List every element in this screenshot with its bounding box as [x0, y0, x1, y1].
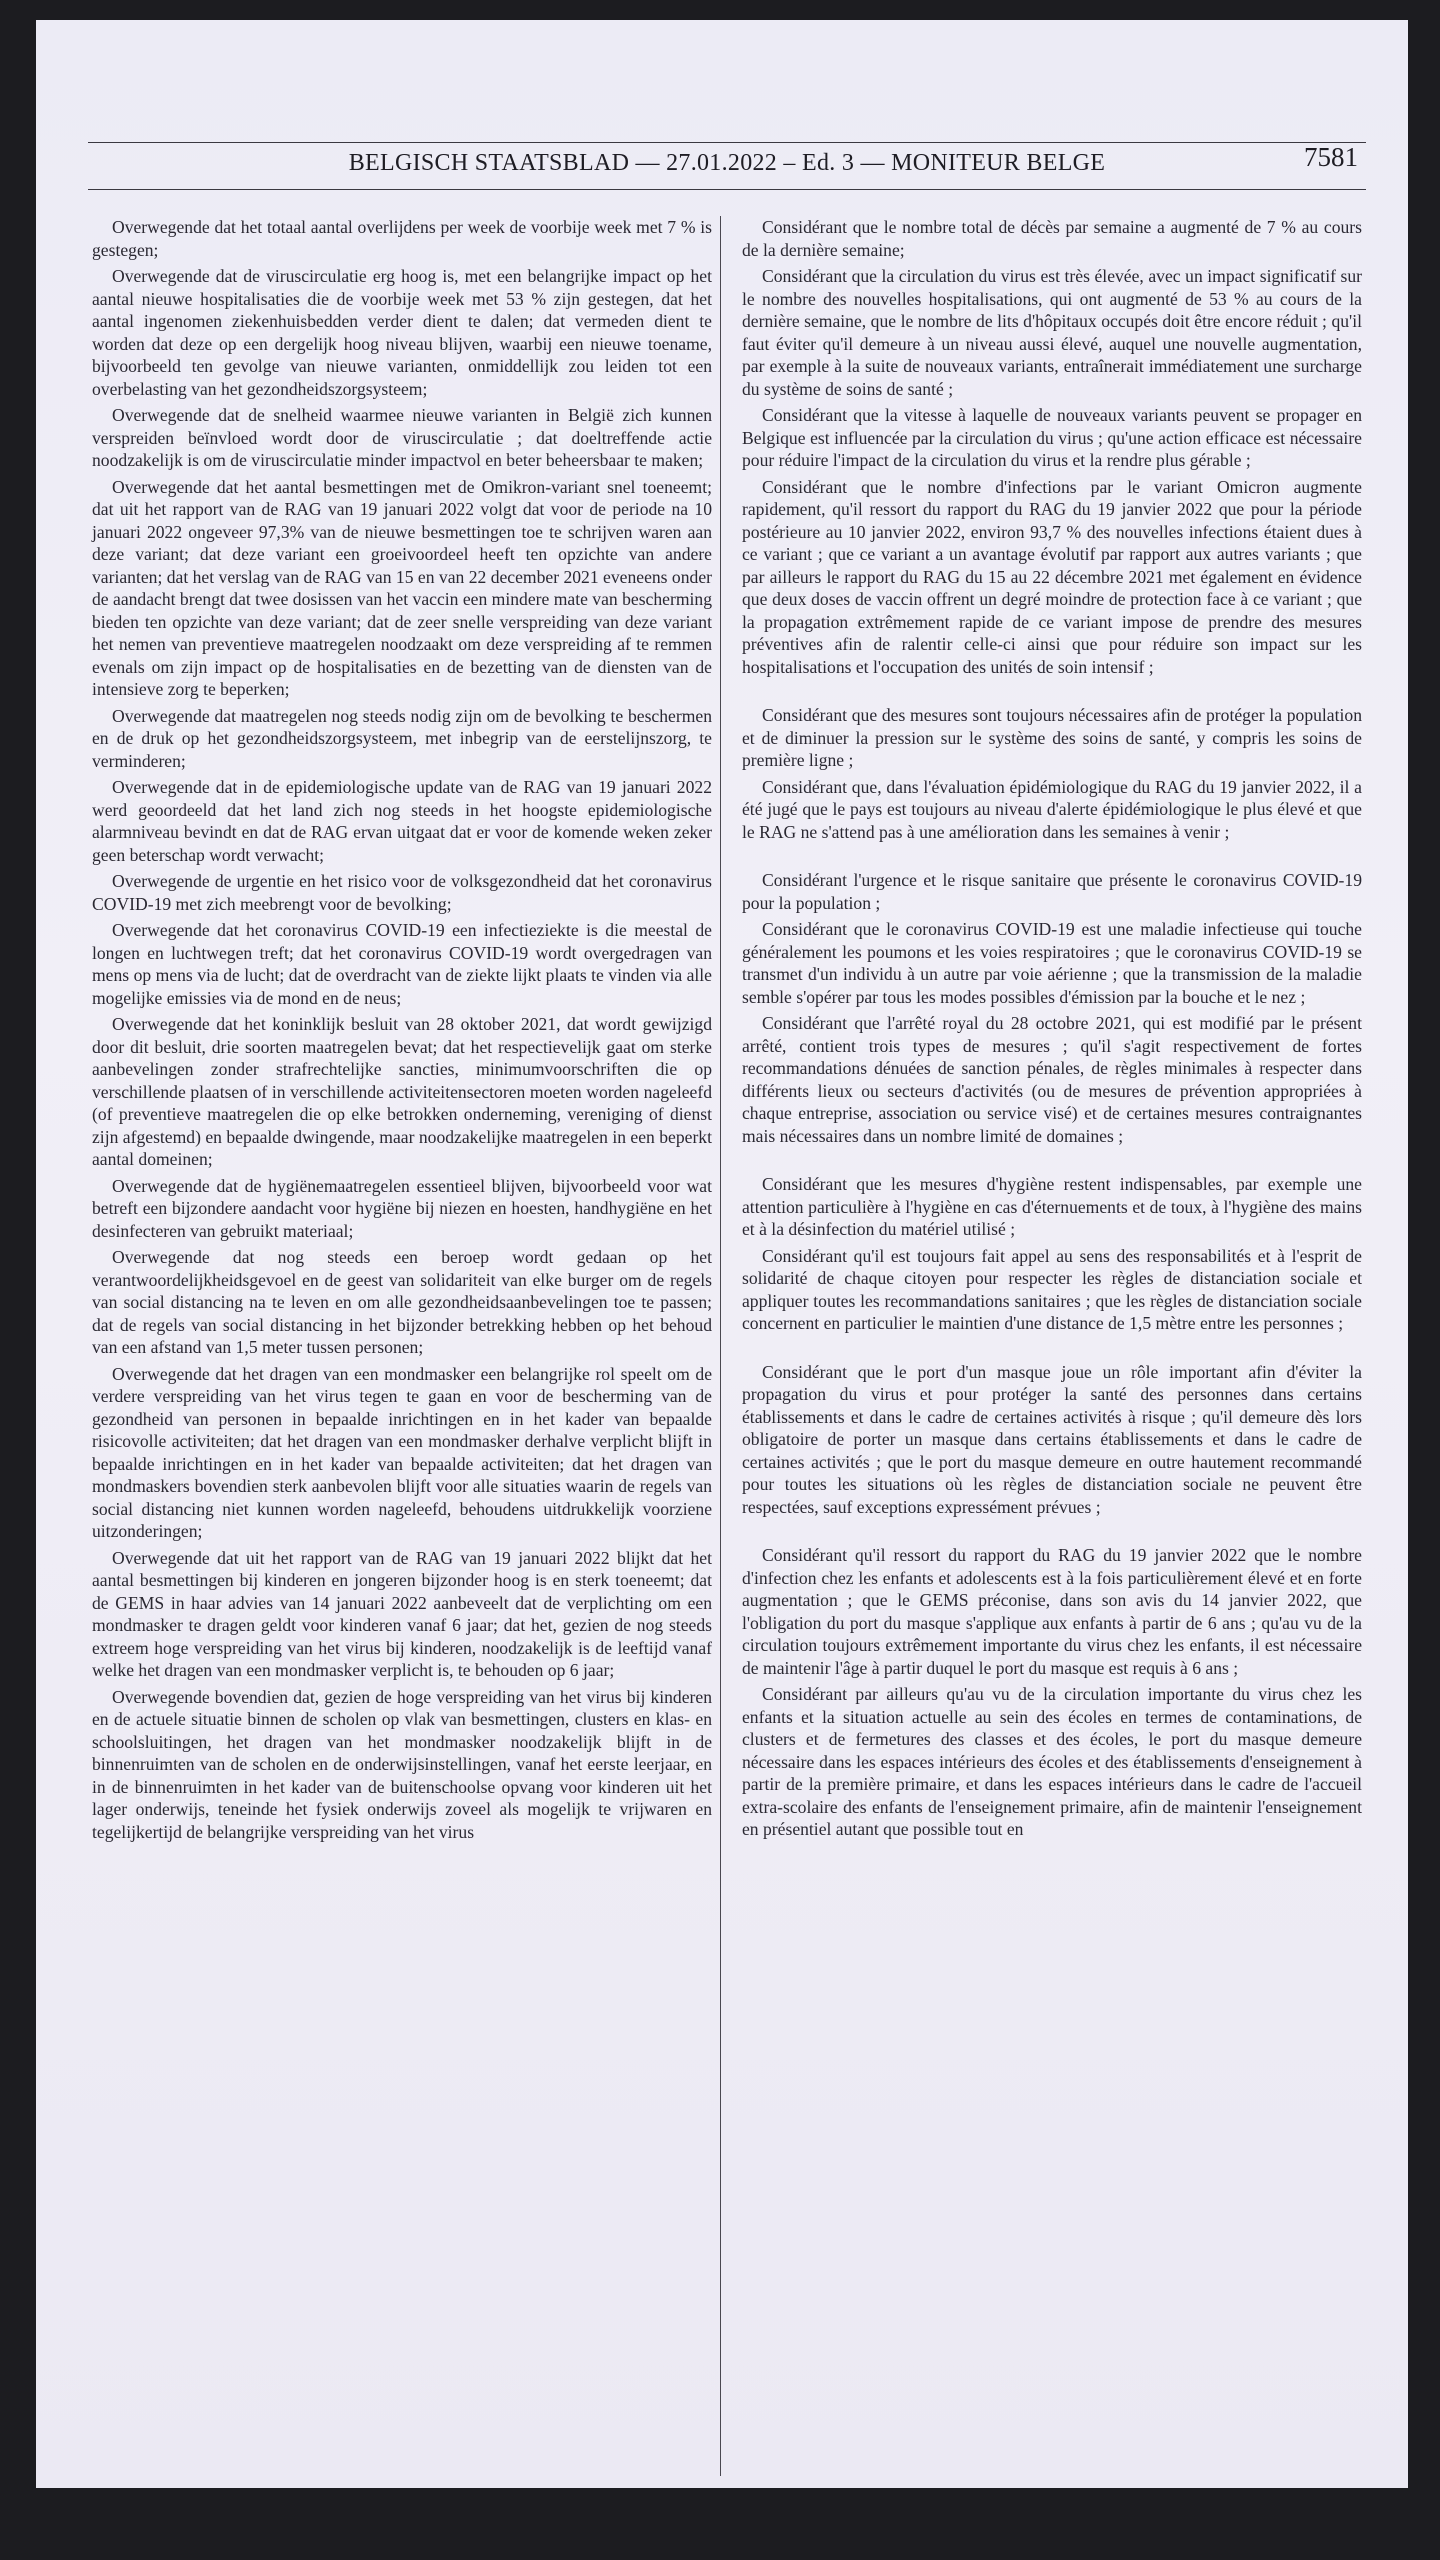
page-number: 7581 [1304, 142, 1358, 172]
fr-paragraph: Considérant que, dans l'évaluation épidémiologique du RAG du 19 janvier 2022, il a été jugé que le pays est toujours au niveau d'alerte épidémiologique le plus élevé et que le RAG ne s'attend pas à une amélioration dans les semaines à venir ; [742, 776, 1362, 842]
header-rule-bottom [88, 189, 1366, 190]
nl-paragraph: Overwegende dat het koninklijk besluit van 28 oktober 2021, dat wordt gewijzigd door dit besluit, drie soorten maatregelen bevat; dat het respectievelijk gaat om sterke aanbevelingen zonder strafrechtelijke sancties, minimumvoorschriften die op verschillende plaatsen of in verschillende activiteitensectoren moeten worden nageleefd (of preventieve maatregelen die op elke betrokken onderneming, vereniging of dienst zijn afgestemd) en bepaalde dwingende, maar noodzakelijke maatregelen in een beperkt aantal domeinen; [92, 1014, 712, 1169]
fr-paragraph: Considérant qu'il est toujours fait appel au sens des responsabilités et à l'esprit de solidarité de chaque citoyen pour respecter les règles de distanciation sociale et appliquer toutes les recommandations sanitaires ; que les règles de distanciation sociale concernent en particulier le maintien d'une distance de 1,5 mètre entre les personnes ; [742, 1245, 1362, 1333]
nl-paragraph: Overwegende dat het aantal besmettingen met de Omikron-variant snel toeneemt; dat uit het rapport van de RAG van 19 januari 2022 volgt dat voor de periode na 10 januari 2022 ongeveer 97,3% van de nieuwe besmettingen toe te schrijven waren aan deze variant; dat deze variant een groeivoordeel heeft ten opzichte van andere varianten; dat het verslag van de RAG van 15 en van 22 december 2021 eveneens onder de aandacht brengt dat twee dosissen van het vaccin een mindere mate van bescherming bieden ten opzichte van deze variant; dat de zeer snelle verspreiding van deze variant het nemen van preventieve maatregelen noodzaakt om deze verspreiding af te remmen evenals om zijn impact op de hospitalisaties en de bezetting van de diensten van de intensieve zorg te beperken; [92, 476, 712, 699]
french-column [742, 216, 1362, 2476]
nl-paragraph: Overwegende dat het coronavirus COVID-19 een infectieziekte is die meestal de longen en luchtwegen treft; dat het coronavirus COVID-19 wordt overgedragen van mens op mens via de lucht; dat de overdracht van de ziekte lijkt plaats te vinden via alle mogelijke emissies via de mond en de neus; [92, 920, 712, 1008]
nl-paragraph: Overwegende dat de snelheid waarmee nieuwe varianten in België zich kunnen verspreiden beïnvloed wordt door de viruscirculatie ; dat doeltreffende actie noodzakelijk is om de viruscirculatie minder impactvol en beter beheersbaar te maken; [92, 405, 712, 470]
fr-paragraph: Considérant que la circulation du virus est très élevée, avec un impact significatif sur le nombre des nouvelles hospitalisations, qui ont augmenté de 53 % au cours de la dernière semaine, que le nombre de lits d'hôpitaux occupés doit être encore réduit ; qu'il faut éviter qu'il demeure à un niveau aussi élevé, auquel une nouvelle augmentation, par exemple à la suite de nouveaux variants, entraînerait immédiatement une surcharge du système de soins de santé ; [742, 266, 1362, 399]
fr-paragraph: Considérant que le nombre total de décès par semaine a augmenté de 7 % au cours de la dernière semaine; [742, 217, 1362, 260]
gazette-page [36, 20, 1408, 2488]
fr-paragraph: Considérant que des mesures sont toujours nécessaires afin de protéger la population et de diminuer la pression sur le système des soins de santé, y compris les soins de première ligne ; [742, 705, 1362, 770]
nl-paragraph: Overwegende bovendien dat, gezien de hoge verspreiding van het virus bij kinderen en de actuele situatie binnen de scholen op vlak van besmettingen, clusters en klas- en schoolsluitingen, het dragen van het mondmasker noodzakelijk blijft in de binnenruimten van de scholen en de onderwijsinstellingen, vanaf het eerste leerjaar, en in de binnenruimten in het kader van de buitenschoolse opvang voor kinderen uit het lager onderwijs, teneinde het fysiek onderwijs zoveel als mogelijk te vrijwaren en tegelijkertijd de belangrijke verspreiding van het virus [92, 1686, 712, 1842]
fr-paragraph: Considérant que le port d'un masque joue un rôle important afin d'éviter la propagation du virus et pour protéger la santé des personnes dans certains établissements et dans le cadre de certaines activités à risque ; qu'il demeure dès lors obligatoire de porter un masque dans certains établissements et dans le cadre de certaines activités ; que le port du masque demeure en outre hautement recommandé pour toutes les situations où les règles de distanciation sociale ne peuvent être respectées, sauf exceptions expressément prévues ; [742, 1361, 1362, 1517]
nl-paragraph: Overwegende dat het dragen van een mondmasker een belangrijke rol speelt om de verdere verspreiding van het virus tegen te gaan en voor de bescherming van de gezondheid van personen in bepaalde inrichtingen en in het kader van bepaalde risicovolle activiteiten; dat het dragen van een mondmasker derhalve verplicht blijft in bepaalde inrichtingen en in het kader van bepaalde activiteiten; dat het dragen van mondmaskers bovendien sterk aanbevolen blijft voor alle situaties waarin de regels van social distancing niet kunnen worden nageleefd, behoudens uitdrukkelijk voorziene uitzonderingen; [92, 1363, 712, 1541]
nl-paragraph: Overwegende dat maatregelen nog steeds nodig zijn om de bevolking te beschermen en de druk op het gezondheidszorgsysteem, met inbegrip van de eerstelijnszorg, te verminderen; [92, 705, 712, 771]
column-divider [720, 216, 721, 2476]
header-rule-top [88, 142, 1366, 143]
page-header [88, 128, 1366, 190]
fr-paragraph: Considérant que le nombre d'infections par le variant Omicron augmente rapidement, qu'il ressort du rapport du RAG du 19 janvier 2022 que pour la période postérieure au 10 janvier 2022, environ 93,7 % des nouvelles infections étaient dues à ce variant ; que ce variant a un avantage évolutif par rapport aux autres variants ; que par ailleurs le rapport du RAG du 15 au 22 décembre 2021 met également en évidence que deux doses de vaccin offrent un degré moindre de protection face à ce variant ; que la propagation extrêmement rapide de ce variant impose de prendre des mesures préventives afin de ralentir celle-ci ainsi que pour réduire son impact sur les hospitalisations et l'occupation des unités de soin intensif ; [742, 476, 1362, 677]
fr-paragraph: Considérant que le coronavirus COVID-19 est une maladie infectieuse qui touche généralement les poumons et les voies respiratoires ; que le coronavirus COVID-19 se transmet d'un individu à un autre par voie aérienne ; que la transmission de la maladie semble s'opérer par tous les modes possibles d'émission par la bouche et le nez ; [742, 919, 1362, 1007]
fr-paragraph: Considérant par ailleurs qu'au vu de la circulation importante du virus chez les enfants et la situation actuelle au sein des écoles en termes de contaminations, de clusters et de fermetures des classes et des écoles, le port du masque demeure nécessaire dans les espaces intérieurs des écoles et des établissements d'enseignement à partir de la première primaire, et dans les espaces intérieurs dans le cadre de l'accueil extra-scolaire des enfants de l'enseignement primaire, afin de maintenir l'enseignement en présentiel autant que possible tout en [742, 1684, 1362, 1839]
nl-paragraph: Overwegende dat de hygiënemaatregelen essentieel blijven, bijvoorbeeld voor wat betreft een bijzondere aandacht voor hygiëne bij niezen en hoesten, handhygiëne en het desinfecteren van gebruikt materiaal; [92, 1175, 712, 1241]
fr-paragraph: Considérant que les mesures d'hygiène restent indispensables, par exemple une attention particulière à l'hygiène en cas d'éternuements et de toux, à l'hygiène des mains et à la désinfection du matériel utilisé ; [742, 1174, 1362, 1239]
dutch-column [92, 216, 712, 2476]
gazette-title: BELGISCH STAATSBLAD — 27.01.2022 – Ed. 3 — MONITEUR BELGE [348, 150, 1106, 176]
nl-paragraph: Overwegende dat in de epidemiologische update van de RAG van 19 januari 2022 werd geoordeeld dat het land zich nog steeds in het hoogste epidemiologische alarmniveau bevindt en dat de RAG ervan uitgaat dat er voor de komende weken zeker geen beterschap wordt verwacht; [92, 777, 712, 865]
nl-paragraph: Overwegende dat uit het rapport van de RAG van 19 januari 2022 blijkt dat het aantal besmettingen bij kinderen en jongeren bijzonder hoog is en sterk toeneemt; dat de GEMS in haar advies van 14 januari 2022 aanbeveelt dat de verplichting om een mondmasker te dragen geldt voor kinderen vanaf 6 jaar; dat het, gezien de nog steeds extreem hoge verspreiding van het virus bij kinderen, noodzakelijk is de leeftijd vanaf welke het dragen van een mondmasker verplicht is, te behouden op 6 jaar; [92, 1547, 712, 1680]
nl-paragraph: Overwegende dat het totaal aantal overlijdens per week de voorbije week met 7 % is gestegen; [92, 217, 712, 260]
fr-paragraph: Considérant que l'arrêté royal du 28 octobre 2021, qui est modifié par le présent arrêté, contient trois types de mesures ; qu'il s'agit respectivement de fortes recommandations dénuées de sanction pénales, de règles minimales à respecter dans différents lieux ou secteurs d'activités (ou de mesures de prévention appropriées à chaque entreprise, association ou service visé) et de certaines mesures contraignantes mais nécessaires dans un nombre limité de domaines ; [742, 1013, 1362, 1146]
fr-paragraph: Considérant qu'il ressort du rapport du RAG du 19 janvier 2022 que le nombre d'infection chez les enfants et adolescents est à la fois particulièrement élevé et en forte augmentation ; que le GEMS préconise, dans son avis du 14 janvier 2022, que l'obligation du port du masque s'applique aux enfants à partir de 6 ans ; qu'au vu de la circulation toujours extrêmement importante du virus chez les enfants, il est nécessaire de maintenir l'âge à partir duquel le port du masque est requis à 6 ans ; [742, 1545, 1362, 1678]
nl-paragraph: Overwegende de urgentie en het risico voor de volksgezondheid dat het coronavirus COVID-19 met zich meebrengt voor de bevolking; [92, 871, 712, 914]
nl-paragraph: Overwegende dat de viruscirculatie erg hoog is, met een belangrijke impact op het aantal nieuwe hospitalisaties die de voorbije week met 53 % zijn gestegen, dat het aantal ingenomen ziekenhuisbedden verder dient te dalen; dat vermeden dient te worden dat deze op een dergelijk hoog niveau blijven, waarbij een nieuwe toename, bijvoorbeeld ten gevolge van nieuwe varianten, onmiddellijk zou leiden tot een overbelasting van het gezondheidszorgsysteem; [92, 266, 712, 399]
fr-paragraph: Considérant l'urgence et le risque sanitaire que présente le coronavirus COVID-19 pour la population ; [742, 870, 1362, 913]
nl-paragraph: Overwegende dat nog steeds een beroep wordt gedaan op het verantwoordelijkheidsgevoel en de geest van solidariteit van elke burger om de regels van social distancing na te leven en om alle gezondheidsaanbevelingen toe te passen; dat de regels van social distancing in het bijzonder betrekking hebben op het behoud van een afstand van 1,5 meter tussen personen; [92, 1247, 712, 1357]
fr-paragraph: Considérant que la vitesse à laquelle de nouveaux variants peuvent se propager en Belgique est influencée par la circulation du virus ; qu'une action efficace est nécessaire pour réduire l'impact de la circulation du virus et la rendre plus gérable ; [742, 405, 1362, 470]
